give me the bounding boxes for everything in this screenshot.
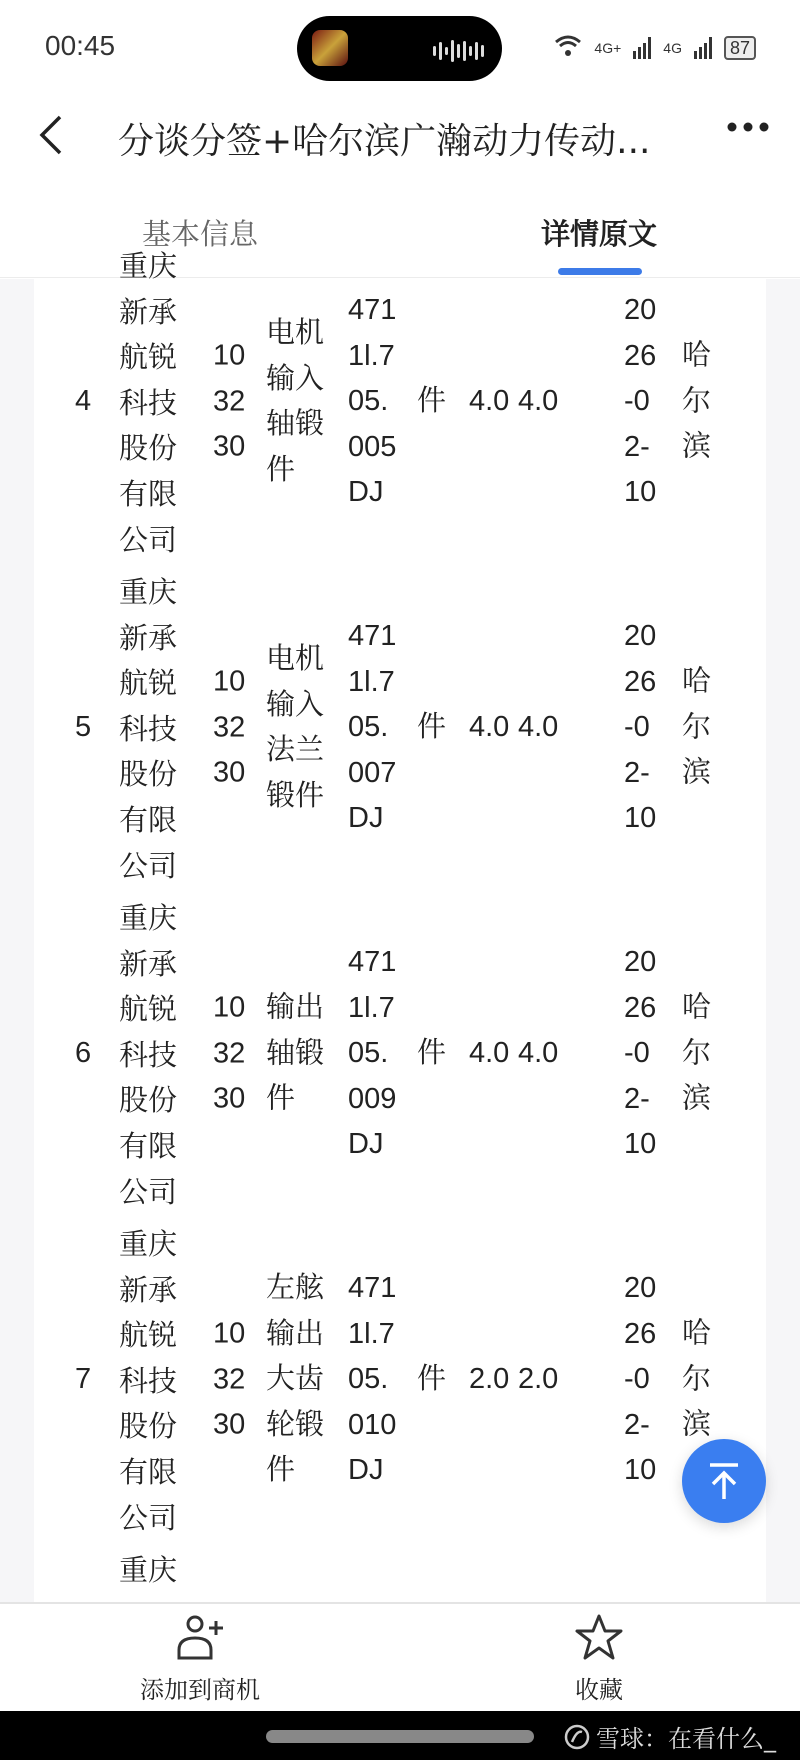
cell-part-number: 4711l.705.010DJ [348,1272,397,1487]
cell-date: 2026-02-10 [624,1272,657,1487]
bottom-action-bar [0,1602,800,1711]
cell-code: 103230 [213,991,246,1115]
home-indicator[interactable] [266,1730,534,1743]
status-bar [0,0,800,90]
add-user-icon [175,1614,225,1660]
system-icons [554,34,756,61]
network-label-2: 4G [663,39,682,56]
watermark [564,1719,776,1754]
cell-number: 7 [75,1363,92,1396]
cell-part-number: 4711l.705.007DJ [348,620,397,835]
cell-company: 重庆 [119,1555,178,1587]
signal-icon-2 [694,37,712,59]
page-title: 分谈分签+哈尔滨广瀚动力传动... [118,121,651,162]
signal-icon [633,37,651,59]
cell-quantity-2: 2.0 [518,1363,559,1396]
network-label: 4G+ [594,39,622,56]
cell-city: 哈尔滨 [682,1317,712,1441]
wifi-icon [554,34,582,61]
cell-part-number: 4711l.705.005DJ [348,294,397,509]
add-to-opportunity-button[interactable] [100,1614,300,1705]
table-row [0,565,800,891]
cell-code: 103230 [213,665,246,789]
more-dots-icon[interactable] [726,105,770,159]
table-row-partial [0,1543,800,1601]
cell-unit: 件 [417,1363,447,1396]
star-icon [574,1614,624,1660]
cell-unit: 件 [417,385,447,418]
cell-company: 重庆新承航锐科技股份有限公司 [119,903,178,1209]
cell-quantity: 4.0 [469,711,510,744]
cell-unit: 件 [417,711,447,744]
cell-number: 4 [75,385,92,418]
cell-company: 重庆新承航锐科技股份有限公司 [119,1229,178,1535]
scroll-to-top-button[interactable] [682,1439,766,1523]
cell-quantity: 4.0 [469,1037,510,1070]
add-to-opportunity-label: 添加到商机 [140,1676,260,1704]
media-app-icon [312,30,348,66]
cell-code: 103230 [213,1317,246,1441]
system-nav-bar [0,1711,800,1760]
arrow-to-top-icon [706,1461,742,1501]
favorite-button[interactable] [499,1614,699,1705]
table-row [0,891,800,1217]
cell-quantity-2: 4.0 [518,1037,559,1070]
cell-product: 输出轴锻件 [266,991,325,1115]
cell-date: 2026-02-10 [624,620,657,835]
cell-product: 电机输入法兰锻件 [266,642,325,812]
cell-quantity-2: 4.0 [518,711,559,744]
tab-basic-info[interactable]: 基本信息 [141,217,258,251]
detail-content[interactable] [0,251,800,1602]
cell-company: 重庆新承航锐科技股份有限公司 [119,577,178,883]
cell-part-number: 4711l.705.009DJ [348,946,397,1161]
snowball-logo-icon [564,1724,590,1750]
cell-date: 2026-02-10 [624,946,657,1161]
chevron-left-icon[interactable] [36,113,66,167]
cell-code: 103230 [213,339,246,463]
table-row [0,239,800,565]
cell-unit: 件 [417,1037,447,1070]
audio-wave-icon [433,40,484,62]
cell-product: 电机输入轴锻件 [266,316,325,486]
tab-detail-original[interactable]: 详情原文 [540,217,657,251]
cell-city: 哈尔滨 [682,665,712,789]
detail-table [0,239,800,1601]
cell-company: 重庆新承航锐科技股份有限公司 [119,251,178,557]
clock: 00:45 [45,30,116,61]
cell-city: 哈尔滨 [682,339,712,463]
cell-product: 左舷输出大齿轮锻件 [266,1272,325,1487]
cell-quantity: 4.0 [469,385,510,418]
cell-quantity: 2.0 [469,1363,510,1396]
favorite-label: 收藏 [575,1676,623,1704]
top-bar [0,95,800,175]
cell-quantity-2: 4.0 [518,385,559,418]
battery-icon: 87 [724,36,756,60]
table-row [0,1217,800,1543]
cell-city: 哈尔滨 [682,991,712,1115]
cell-date: 2026-02-10 [624,294,657,509]
dynamic-island[interactable] [297,16,502,81]
watermark-text: 雪球：在看什么_ [596,1725,776,1753]
cell-number: 6 [75,1037,92,1070]
cell-number: 5 [75,711,92,744]
